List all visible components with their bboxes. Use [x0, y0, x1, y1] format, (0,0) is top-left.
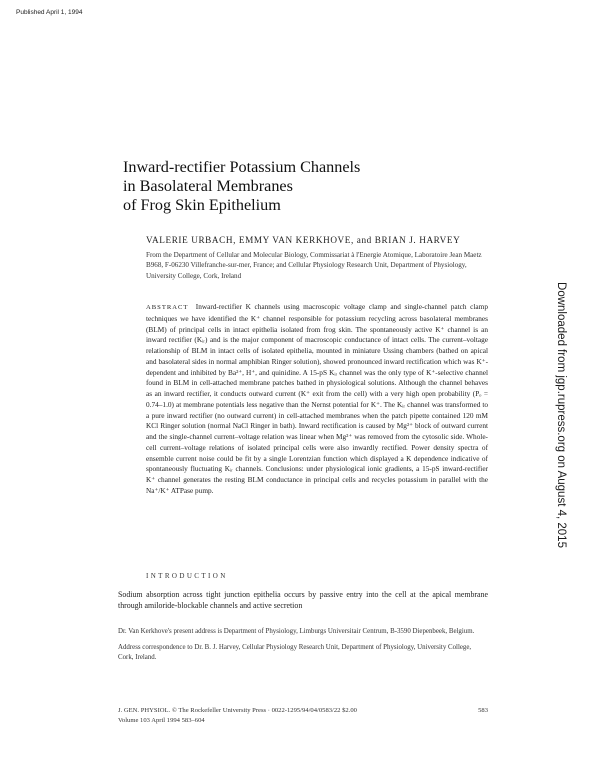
- journal-citation: J. GEN. PHYSIOL. © The Rockefeller University Press · 0022-1295/94/04/0583/22 $2.00: [118, 707, 357, 714]
- article-title: [123, 158, 453, 215]
- introduction-text: Sodium absorption across tight junction epithelia occurs by passive entry into the cell at the apical membrane through amiloride-blockable channels and active secretion: [118, 590, 488, 611]
- journal-footer: [118, 706, 488, 726]
- affiliation: From the Department of Cellular and Molecular Biology, Commissariat à l'Energie Atomique, Laboratoire Jean Maetz B968, F-06230 Villefranche-sur-mer, France; and Cellular Physiology Research Unit, Department of Physiology, University College, Cork, Ireland: [146, 251, 482, 280]
- footnote-address: Dr. Van Kerkhove's present address is Department of Physiology, Limburgs Universitair Centrum, B-3590 Diepenbeek, Belgium.: [118, 628, 475, 635]
- download-watermark-text: Downloaded from jgp.rupress.org on August 4, 2015: [555, 282, 567, 548]
- title-line: of Frog Skin Epithelium: [123, 196, 281, 214]
- title-line: Inward-rectifier Potassium Channels: [123, 158, 361, 176]
- published-date: Published April 1, 1994: [16, 9, 83, 16]
- abstract-label: ABSTRACT: [146, 304, 189, 311]
- introduction-heading: INTRODUCTION: [146, 572, 228, 580]
- title-line: in Basolateral Membranes: [123, 177, 293, 195]
- footnote-correspondence: Address correspondence to Dr. B. J. Harvey, Cellular Physiology Research Unit, Department of Physiology, University College, Cork, Ireland.: [118, 644, 472, 661]
- abstract-text: Inward-rectifier K channels using macroscopic voltage clamp and single-channel patch clamp techniques we have identified the K⁺ channel responsible for potassium recycling across basolateral membranes (BLM) of principal cells in intact epithelia isolated from frog skin. The spontaneously active K⁺ channel is an inward rectifier (Kᵢᵣ) and is the major component of macroscopic conductance of intact cells. The current–voltage relationship of BLM in intact cells of isolated epithelia, mounted in miniature Ussing chambers (bathed on apical and basolateral sides in normal amphibian Ringer solution), showed pronounced inward rectification which was K⁺-dependent and inhibited by Ba²⁺, H⁺, and quinidine. A 15-pS Kᵢᵣ channel was the only type of K⁺-selective channel found in BLM in cell-attached membrane patches bathed in physiological solutions. Although the channel behaves as an inward rectifier, it conducts outward current (K⁺ exit from the cell) with a very high open probability (Pₒ = 0.74–1.0) at membrane potentials less negative than the Nernst potential for K⁺. The Kᵢᵣ channel was transformed to a pure inward rectifier (no outward current) in cell-attached membranes when the patch pipette contained 120 mM KCl Ringer solution (normal NaCl Ringer in bath). Inward rectification is caused by Mg²⁺ block of outward current and the single-channel current–voltage relation was linear when Mg²⁺ was removed from the cytosolic side. Whole-cell current–voltage relations of isolated principal cells were also inwardly rectified. Power density spectra of ensemble current noise could be fit by a single Lorentzian function which displayed a K dependence indicative of spontaneously fluctuating Kᵢᵣ channels. Conclusions: under physiological ionic gradients, a 15-pS inward-rectifier K⁺ channel generates the resting BLM conductance in principal cells and recycles potassium in parallel with the Na⁺/K⁺ ATPase pump.: [146, 302, 488, 495]
- volume-info: Volume 103 April 1994 583–604: [118, 717, 205, 724]
- author-list: VALERIE URBACH, EMMY VAN KERKHOVE, and BRIAN J. HARVEY: [146, 235, 461, 245]
- abstract: [146, 302, 488, 497]
- page-number: 583: [478, 707, 488, 714]
- footnotes: [118, 627, 488, 669]
